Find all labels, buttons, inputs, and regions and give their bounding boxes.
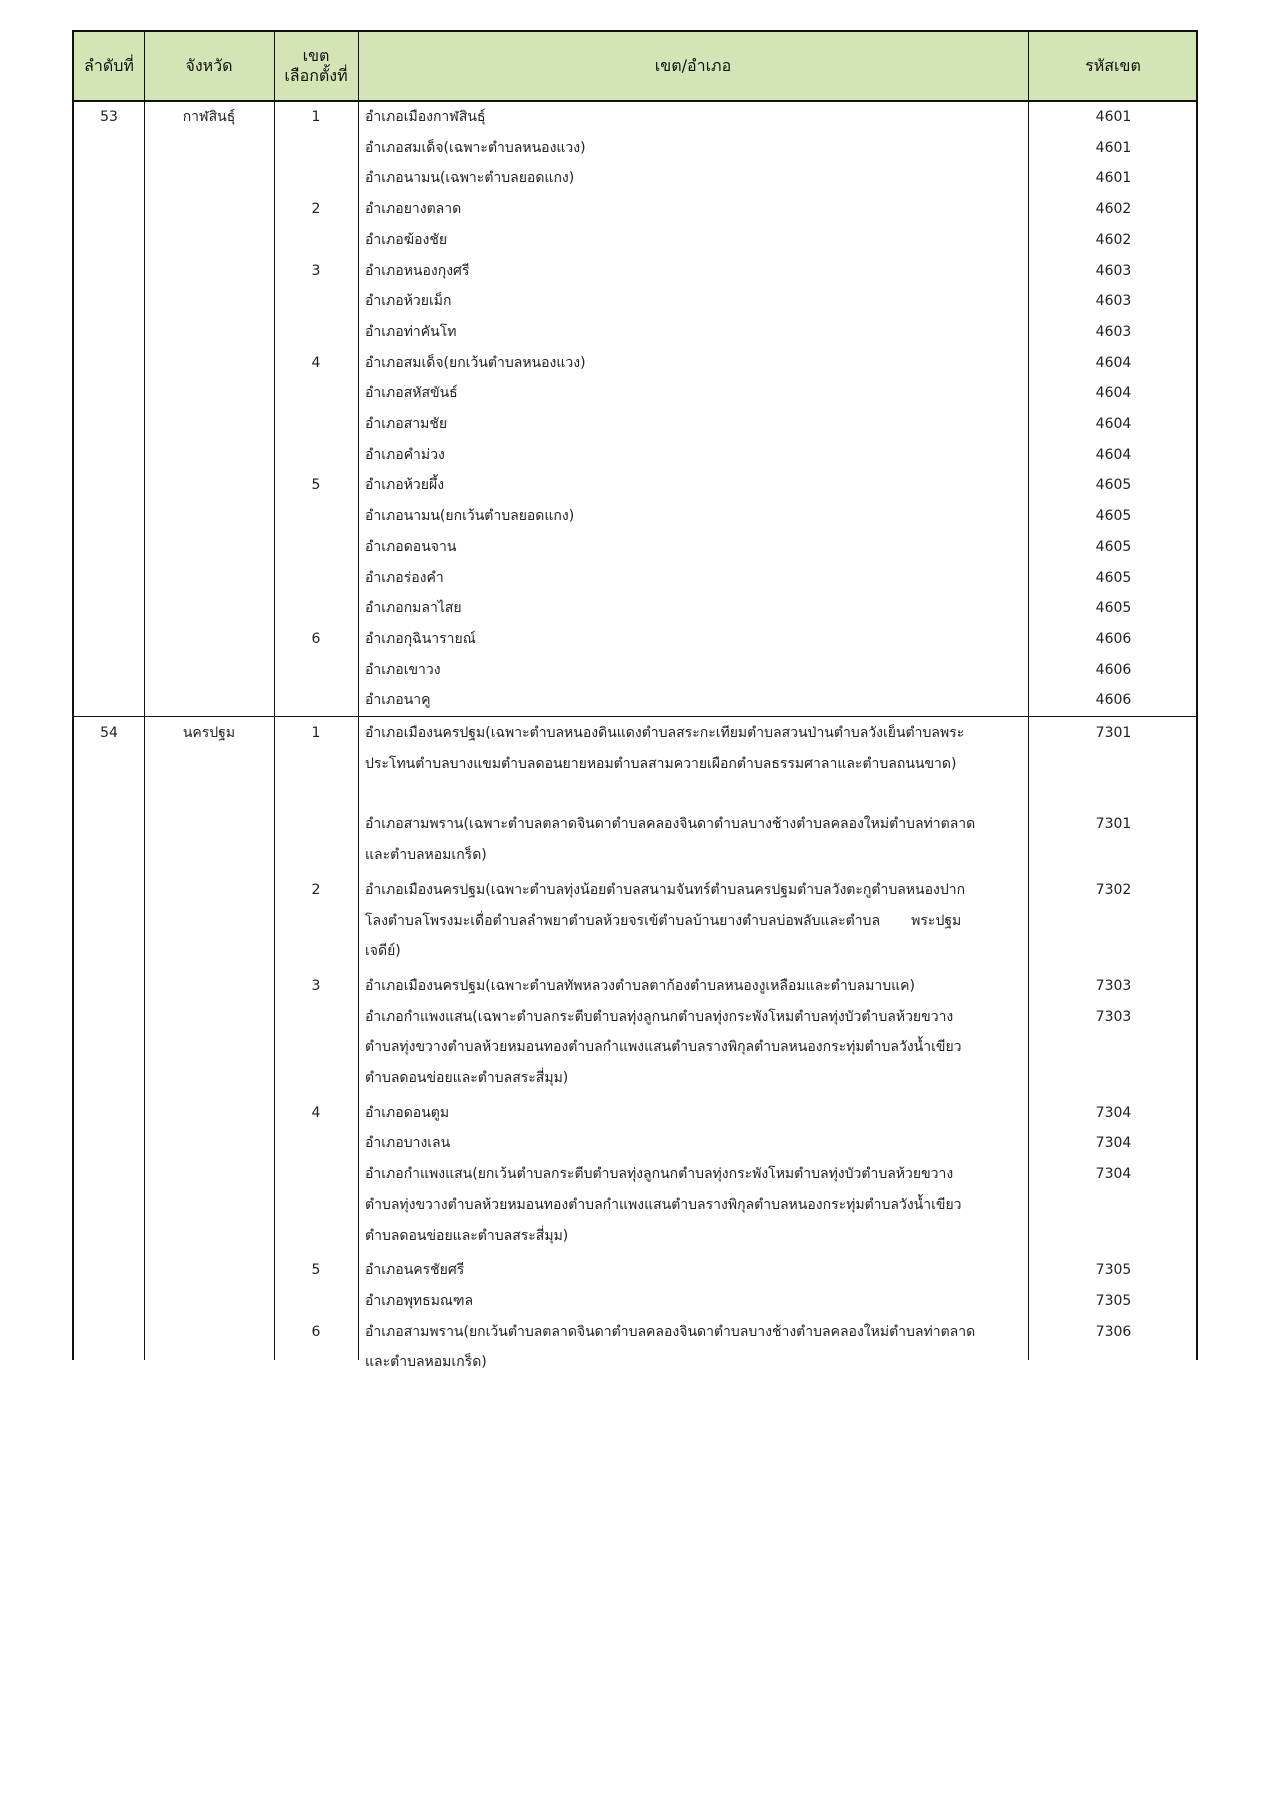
district-table [72,30,1198,1371]
district-number: 2 [311,881,321,898]
area-name: อำเภอเมืองนครปฐม(เฉพาะตำบลหนองดินแดงตำบลสระกะเทียมตำบลสวนป่านตำบลวังเย็นตำบลพระ ประโทนตำบลบางแขมตำบลดอนยายหอมตำบลสามควายเผือกตำบลธรรมศาลาและตำบลถนนขาด) [365,725,965,772]
column-divider [144,32,145,1360]
district-code: 4606 [1095,630,1132,647]
area-name: อำเภอยางตลาด [365,201,462,218]
area-name: อำเภอดอนตูม [365,1104,450,1121]
area-name: อำเภอนามน(ยกเว้นตำบลยอดแกง) [365,508,575,525]
column-divider [358,32,359,1360]
district-code: 4603 [1095,323,1132,340]
district-number: 3 [311,977,321,994]
district-code: 7304 [1095,1104,1132,1121]
area-name: อำเภอท่าคันโท [365,323,457,340]
group-divider [74,716,1196,717]
district-code: 4604 [1095,446,1132,463]
area-name: อำเภอห้วยผึ้ง [365,477,445,494]
area-name: อำเภอเมืองกาฬสินธุ์ [365,109,486,125]
district-code: 7303 [1095,977,1132,994]
area-name: อำเภอนครชัยศรี [365,1262,465,1279]
district-code: 4604 [1095,354,1132,371]
area-name: อำเภอสามชัย [365,416,448,432]
header-seq: ลำดับที่ [84,56,134,75]
area-name: อำเภอฆ้องชัย [365,231,448,248]
district-code: 4603 [1095,262,1132,279]
area-name: อำเภอสหัสขันธ์ [365,385,458,402]
district-code: 7304 [1095,1135,1132,1152]
area-name: อำเภอดอนจาน [365,538,457,555]
area-name: อำเภอสามพราน(เฉพาะตำบลตลาดจินดาตำบลคลองจินดาตำบลบางช้างตำบลคลองใหม่ตำบลท่าตลาด และตำบลหอมเกร็ด) [365,816,976,864]
area-name: อำเภอร่องคำ [365,569,444,586]
area-name: อำเภอนาคู [365,692,431,709]
district-code: 4606 [1095,661,1132,678]
district-code: 4605 [1095,569,1132,586]
area-name: อำเภอเขาวง [365,661,441,678]
district-code: 7304 [1095,1166,1132,1183]
district-number: 1 [311,109,321,125]
area-name: อำเภอกุฉินารายณ์ [365,630,476,647]
column-divider [274,32,275,1360]
seq-number: 54 [100,725,118,741]
header-district-line1: เขต [302,46,330,65]
district-code: 4605 [1095,600,1132,617]
district-code: 7303 [1095,1008,1132,1025]
district-number: 5 [311,1262,321,1279]
district-code: 7305 [1095,1292,1132,1309]
district-code: 4603 [1095,293,1132,310]
province-name: กาฬสินธุ์ [182,109,236,125]
district-code: 7301 [1095,725,1132,741]
header-area: เขต/อำเภอ [654,56,732,75]
district-code: 7302 [1095,881,1132,898]
district-code: 4605 [1095,477,1132,494]
area-name: อำเภอหนองกุงศรี [365,262,470,279]
district-number: 6 [311,1323,321,1340]
district-code: 4604 [1095,385,1132,402]
area-name: อำเภอกมลาไสย [365,600,462,617]
district-code: 4601 [1095,170,1132,187]
district-code: 4601 [1095,139,1132,156]
district-code: 4602 [1095,231,1132,248]
district-number: 5 [311,477,321,494]
header-province: จังหวัด [185,56,233,75]
header-district-line2: เลือกตั้งที่ [284,66,348,85]
area-name: อำเภอคำม่วง [365,446,445,463]
district-number: 1 [311,725,321,741]
area-name: อำเภอสมเด็จ(ยกเว้นตำบลหนองแวง) [365,354,586,371]
area-name: อำเภอเมืองนครปฐม(เฉพาะตำบลทัพหลวงตำบลตาก้องตำบลหนองงูเหลือมและตำบลมาบแค) [365,977,916,994]
header-code: รหัสเขต [1085,56,1141,75]
district-code: 4605 [1095,508,1132,525]
area-name: อำเภอบางเลน [365,1135,451,1152]
header-district [274,32,358,100]
seq-number: 53 [100,109,118,125]
district-code: 4604 [1095,416,1132,432]
district-code: 7305 [1095,1262,1132,1279]
district-number: 6 [311,630,321,647]
district-code: 4601 [1095,109,1132,125]
area-name: อำเภอกำแพงแสน(เฉพาะตำบลกระตีบตำบลทุ่งลูกนกตำบลทุ่งกระพังโหมตำบลทุ่งบัวตำบลห้วยขวาง ตำบลทุ่งขวางตำบลห้วยหมอนทองตำบลกำแพงแสนตำบลรางพิกุลตำบลหนองกระทุ่มตำบลวังน้ำเขียว ตำบลดอนข่อยและตำบลสระสี่มุม) [365,1008,962,1086]
area-name: อำเภอสามพราน(ยกเว้นตำบลตลาดจินดาตำบลคลองจินดาตำบลบางช้างตำบลคลองใหม่ตำบลท่าตลาด และตำบลหอมเกร็ด) [365,1323,976,1371]
district-number: 3 [311,262,321,279]
area-name: อำเภอนามน(เฉพาะตำบลยอดแกง) [365,170,575,187]
province-name: นครปฐม [182,725,236,741]
district-number: 4 [311,354,321,371]
area-name: อำเภอพุทธมณฑล [365,1292,474,1309]
district-code: 4606 [1095,692,1132,709]
area-name: อำเภอเมืองนครปฐม(เฉพาะตำบลทุ่งน้อยตำบลสนามจันทร์ตำบลนครปฐมตำบลวังตะกูตำบลหนองปาก โลงตำบลโพรงมะเดื่อตำบลลำพยาตำบลห้วยจรเข้ตำบลบ้านยางตำบลบ่อพลับและตำบล พระปฐม เจดีย์) [365,881,966,960]
area-name: อำเภอห้วยเม็ก [365,293,452,310]
area-name: อำเภอกำแพงแสน(ยกเว้นตำบลกระตีบตำบลทุ่งลูกนกตำบลทุ่งกระพังโหมตำบลทุ่งบัวตำบลห้วยขวาง ตำบลทุ่งขวางตำบลห้วยหมอนทองตำบลกำแพงแสนตำบลรางพิกุลตำบลหนองกระทุ่มตำบลวังน้ำเขียว ตำบลดอนข่อยและตำบลสระสี่มุม) [365,1166,962,1244]
district-number: 2 [311,201,321,218]
district-code: 7306 [1095,1323,1132,1340]
area-name: อำเภอสมเด็จ(เฉพาะตำบลหนองแวง) [365,139,586,156]
district-number: 4 [311,1104,321,1121]
district-code: 4605 [1095,538,1132,555]
district-code: 7301 [1095,816,1132,833]
district-code: 4602 [1095,201,1132,218]
